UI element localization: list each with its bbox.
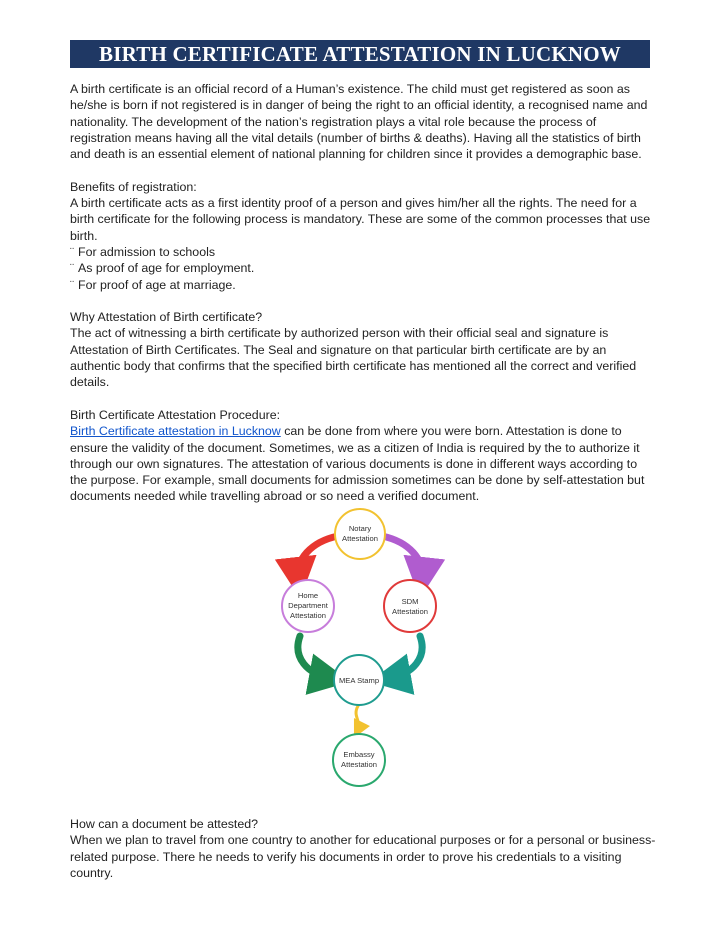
flow-svg [270, 508, 450, 794]
node-label: Attestation [341, 760, 377, 769]
list-item-text: As proof of age for employment. [78, 261, 255, 276]
spacer [70, 391, 652, 407]
node-notary [335, 509, 385, 559]
node-label: SDM [401, 597, 419, 606]
title-banner [70, 40, 650, 68]
how-paragraph: When we plan to travel from one country to another for educational purposes or for a personal or business-related purpose. There he needs to verify his documents in order to prove his credentials to a visiting country. [70, 833, 656, 880]
arrow-home-to-mea [298, 636, 330, 678]
how-heading: How can a document be attested? [70, 817, 259, 831]
node-sdm [384, 580, 436, 632]
procedure-heading: Birth Certificate Attestation Procedure: [70, 407, 281, 422]
list-item [70, 277, 652, 293]
node-label: Embassy [343, 750, 375, 759]
list-item-text: For admission to schools [78, 244, 216, 259]
article-body [70, 81, 652, 505]
bullet-mark: ¨ [70, 244, 75, 259]
node-home-department [282, 580, 334, 632]
page-title: BIRTH CERTIFICATE ATTESTATION IN LUCKNOW [99, 41, 621, 66]
list-item-text: For proof of age at marriage. [78, 277, 236, 292]
node-label: Attestation [342, 534, 378, 543]
node-label: MEA Stamp [338, 676, 380, 685]
node-label: Attestation [290, 611, 326, 620]
arrow-sdm-to-mea [390, 636, 422, 678]
spacer [70, 162, 652, 178]
list-item [70, 244, 652, 260]
attestation-link[interactable]: Birth Certificate attestation in Lucknow [70, 424, 281, 439]
node-label: Department [288, 601, 328, 610]
node-embassy [333, 734, 385, 786]
why-paragraph: The act of witnessing a birth certificate by authorized person with their official seal and signature is Attestation of Birth Certificates. The Seal and signature on that particular birth certificate are by an authentic body that confirms that the specified birth certificate has mentioned all the correct and verified details. [70, 326, 637, 390]
node-label: Attestation [392, 607, 428, 616]
benefits-heading: Benefits of registration: [70, 179, 197, 194]
list-item [70, 260, 652, 276]
spacer [70, 293, 652, 309]
node-circle [384, 580, 436, 632]
why-heading: Why Attestation of Birth certificate? [70, 310, 263, 325]
bullet-mark: ¨ [70, 261, 75, 276]
node-label: Notary [348, 524, 372, 533]
how-section [70, 816, 660, 881]
bullet-mark: ¨ [70, 277, 75, 292]
attestation-flow-diagram [270, 508, 450, 794]
arrow-notary-to-sdm [382, 536, 422, 578]
intro-paragraph: A birth certificate is an official record of a Human’s existence. The child must get registered as soon as he/she is born if not registered is in danger of being the right to an official identity, a recognised name and nationality. The development of the nation’s registration plays a vital role because the process of registration means having all the vital details (number of births & deaths). Having all the statistics of birth and death is an essential element of national planning for children since it provides a demographic base. [70, 82, 648, 162]
arrow-notary-to-home [298, 536, 338, 578]
procedure-text: can be done from where you were born. Attestation is done to ensure the validity of the document. Sometimes, we as a citizen of India is required by the to authorize it through our own signatures. The attestation of various documents is done in different ways according to the purpose. For example, small documents for admission sometimes can be done by self-attestation but documents needed while travelling abroad or so need a verified document. [70, 424, 645, 504]
arrow-mea-to-embassy [356, 706, 359, 730]
node-mea-stamp [334, 655, 384, 705]
procedure-paragraph [70, 423, 652, 504]
node-label: Home [297, 591, 319, 600]
benefits-paragraph: A birth certificate acts as a first identity proof of a person and gives him/her all the rights. The need for a birth certificate for the following process is mandatory. These are some of the common processes that use birth. [70, 196, 651, 243]
